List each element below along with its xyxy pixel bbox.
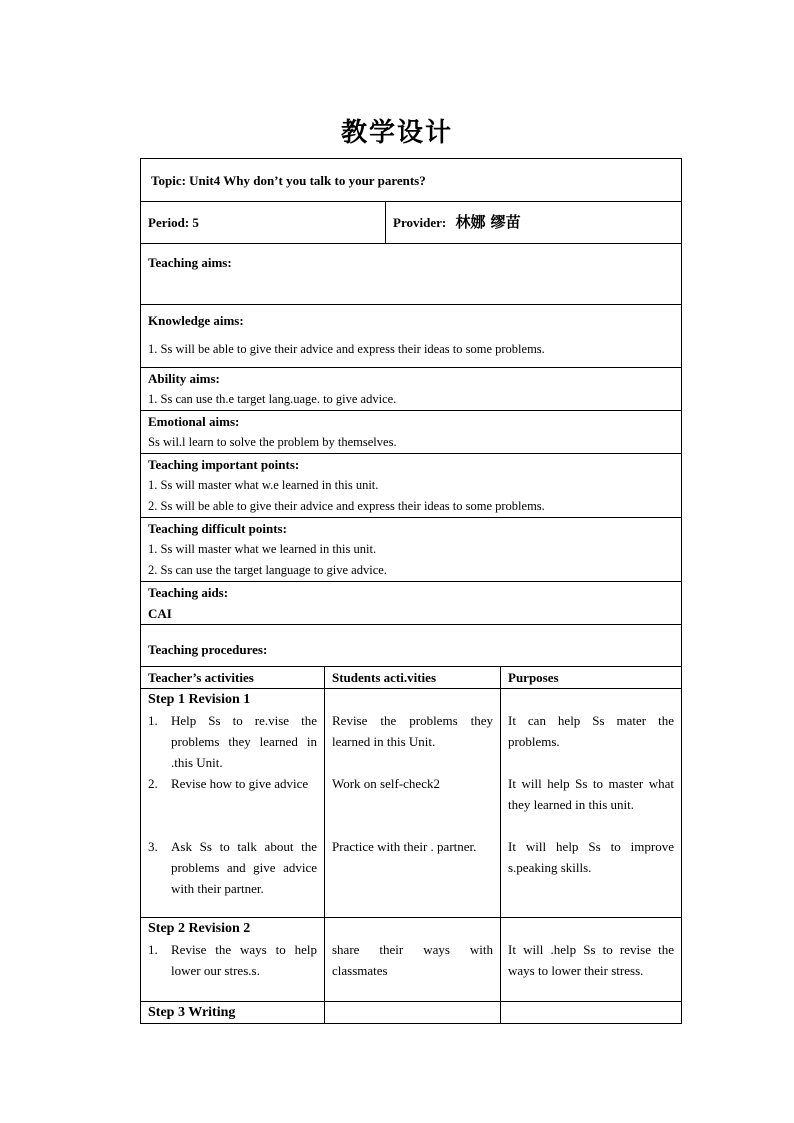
step2-teacher bbox=[141, 918, 325, 1002]
ability-aims-label: Ability aims: bbox=[148, 371, 220, 386]
step3-students bbox=[325, 1002, 501, 1024]
step1-teacher bbox=[141, 689, 325, 918]
important-point-2: 2. Ss will be able to give their advice and express their ideas to some problems. bbox=[148, 499, 545, 513]
step2-purposes bbox=[501, 918, 682, 1002]
student-activity: share their ways with classmates bbox=[332, 942, 493, 978]
teaching-aids-value: CAI bbox=[148, 606, 172, 621]
student-activity: Practice with their . partner. bbox=[332, 839, 477, 854]
list-item: 3. Ask Ss to talk about the problems and give advice with their partner. bbox=[148, 839, 317, 896]
teaching-procedures-heading: Teaching procedures: bbox=[141, 625, 682, 667]
step2-title: Step 2 Revision 2 bbox=[148, 921, 251, 936]
knowledge-aims-label: Knowledge aims: bbox=[148, 313, 244, 328]
provider-names: 林娜 缪苗 bbox=[455, 213, 521, 231]
teaching-aids-label: Teaching aids: bbox=[148, 585, 229, 600]
step3-purposes bbox=[501, 1002, 682, 1024]
emotional-aims-text: Ss wil.l learn to solve the problem by themselves. bbox=[148, 435, 397, 449]
knowledge-aims bbox=[141, 305, 682, 368]
difficult-points-label: Teaching difficult points: bbox=[148, 521, 287, 536]
purpose: It will help Ss to improve s.peaking skills. bbox=[508, 839, 674, 875]
important-points-label: Teaching important points: bbox=[148, 457, 300, 472]
list-item: 2. Revise how to give advice bbox=[148, 776, 309, 791]
purpose: It can help Ss mater the problems. bbox=[508, 713, 674, 749]
difficult-points bbox=[141, 518, 682, 582]
list-item: 1. Revise the ways to help lower our stres.s. bbox=[148, 942, 317, 978]
ability-aims bbox=[141, 368, 682, 411]
emotional-aims bbox=[141, 411, 682, 454]
difficult-point-2: 2. Ss can use the target language to give advice. bbox=[148, 563, 387, 577]
step1-students bbox=[325, 689, 501, 918]
provider bbox=[386, 202, 682, 244]
emotional-aims-label: Emotional aims: bbox=[148, 414, 240, 429]
topic: Topic: Unit4 Why don’t you talk to your parents? bbox=[141, 159, 682, 202]
lesson-plan-table bbox=[140, 158, 682, 1024]
knowledge-aims-text: 1. Ss will be able to give their advice and express their ideas to some problems. bbox=[148, 342, 545, 356]
column-header-purposes: Purposes bbox=[501, 667, 682, 689]
list-item: 1. Help Ss to re.vise the problems they learned in .this Unit. bbox=[148, 713, 317, 770]
page-title: 教学设计 bbox=[340, 118, 453, 148]
period: Period: 5 bbox=[141, 202, 386, 244]
important-points bbox=[141, 454, 682, 518]
difficult-point-1: 1. Ss will master what we learned in this unit. bbox=[148, 542, 377, 556]
column-header-teacher: Teacher’s activities bbox=[141, 667, 325, 689]
teaching-aims-heading: Teaching aims: bbox=[141, 244, 682, 305]
step3-title: Step 3 Writing bbox=[148, 1005, 236, 1020]
step1-title: Step 1 Revision 1 bbox=[148, 692, 251, 707]
provider-label: Provider: bbox=[393, 215, 447, 230]
column-header-students: Students acti.vities bbox=[325, 667, 501, 689]
ability-aims-text: 1. Ss can use th.e target lang.uage. to give advice. bbox=[148, 392, 397, 406]
step3-teacher bbox=[141, 1002, 325, 1024]
student-activity: Revise the problems they learned in this Unit. bbox=[332, 713, 493, 749]
step2-students bbox=[325, 918, 501, 1002]
purpose: It will help Ss to master what they learned in this unit. bbox=[508, 776, 674, 812]
important-point-1: 1. Ss will master what w.e learned in this unit. bbox=[148, 478, 379, 492]
purpose: It will .help Ss to revise the ways to lower their stress. bbox=[508, 942, 674, 978]
teaching-aids bbox=[141, 582, 682, 625]
step1-purposes bbox=[501, 689, 682, 918]
student-activity: Work on self-check2 bbox=[332, 776, 440, 791]
